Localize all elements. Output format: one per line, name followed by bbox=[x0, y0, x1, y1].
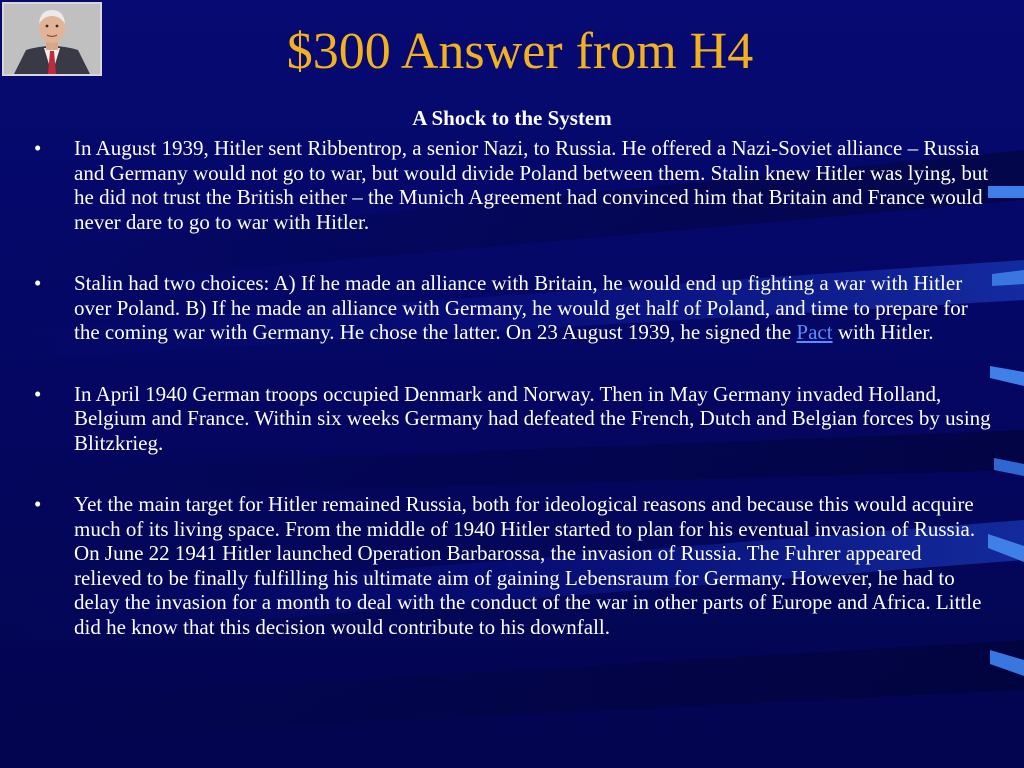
bullet-text: In April 1940 German troops occupied Denmark and Norway. Then in May Germany invaded Holland, Belgium and France. Within six weeks Germany had defeated the French, Dutch and Belgian forces by using Blitzkrieg. bbox=[74, 381, 991, 455]
pact-link[interactable]: Pact bbox=[796, 320, 833, 344]
bullet-text: Stalin had two choices: A) If he made an alliance with Britain, he would end up fighting a war with Hitler over Poland. B) If he made an alliance with Germany, he would get half of Poland, and time to prepare for the coming war with Germany. He chose the latter. On 23 August 1939, he signed the bbox=[74, 271, 968, 344]
bullet-dot: • bbox=[34, 381, 42, 406]
slide-subtitle: A Shock to the System bbox=[412, 106, 612, 130]
bullet-text: In August 1939, Hitler sent Ribbentrop, a senior Nazi, to Russia. He offered a Nazi-Soviet alliance – Russia and Germany would not go to war, but would divide Poland between them. Stalin knew Hitler was lying, but he did not trust the British either – the Munich Agreement had convinced him that Britain and France would never dare to go to war with Hitler. bbox=[74, 136, 989, 234]
bullet-list bbox=[28, 136, 994, 676]
slide-title: $300 Answer from H4 bbox=[286, 23, 754, 80]
portrait-icon bbox=[4, 4, 100, 74]
bullet-dot: • bbox=[34, 136, 42, 160]
list-item bbox=[28, 382, 994, 456]
list-item bbox=[28, 271, 994, 345]
bullet-dot: • bbox=[34, 492, 42, 516]
list-item bbox=[28, 136, 994, 234]
list-item bbox=[28, 492, 994, 639]
bullet-dot: • bbox=[34, 271, 42, 295]
host-portrait-photo bbox=[2, 2, 102, 76]
bullet-text-tail: with Hitler. bbox=[832, 320, 934, 344]
bullet-text: Yet the main target for Hitler remained Russia, both for ideological reasons and because this would acquire much of its living space. From the middle of 1940 Hitler started to plan for his eventual invasion of Russia. On June 22 1941 Hitler launched Operation Barbarossa, the invasion of Russia. The Fuhrer appeared relieved to be finally fulfilling his ultimate aim of gaining Lebensraum for Germany. However, he had to delay the invasion for a month to deal with the conduct of the war in other parts of Europe and Africa. Little did he know that this decision would contribute to his downfall. bbox=[74, 492, 982, 639]
